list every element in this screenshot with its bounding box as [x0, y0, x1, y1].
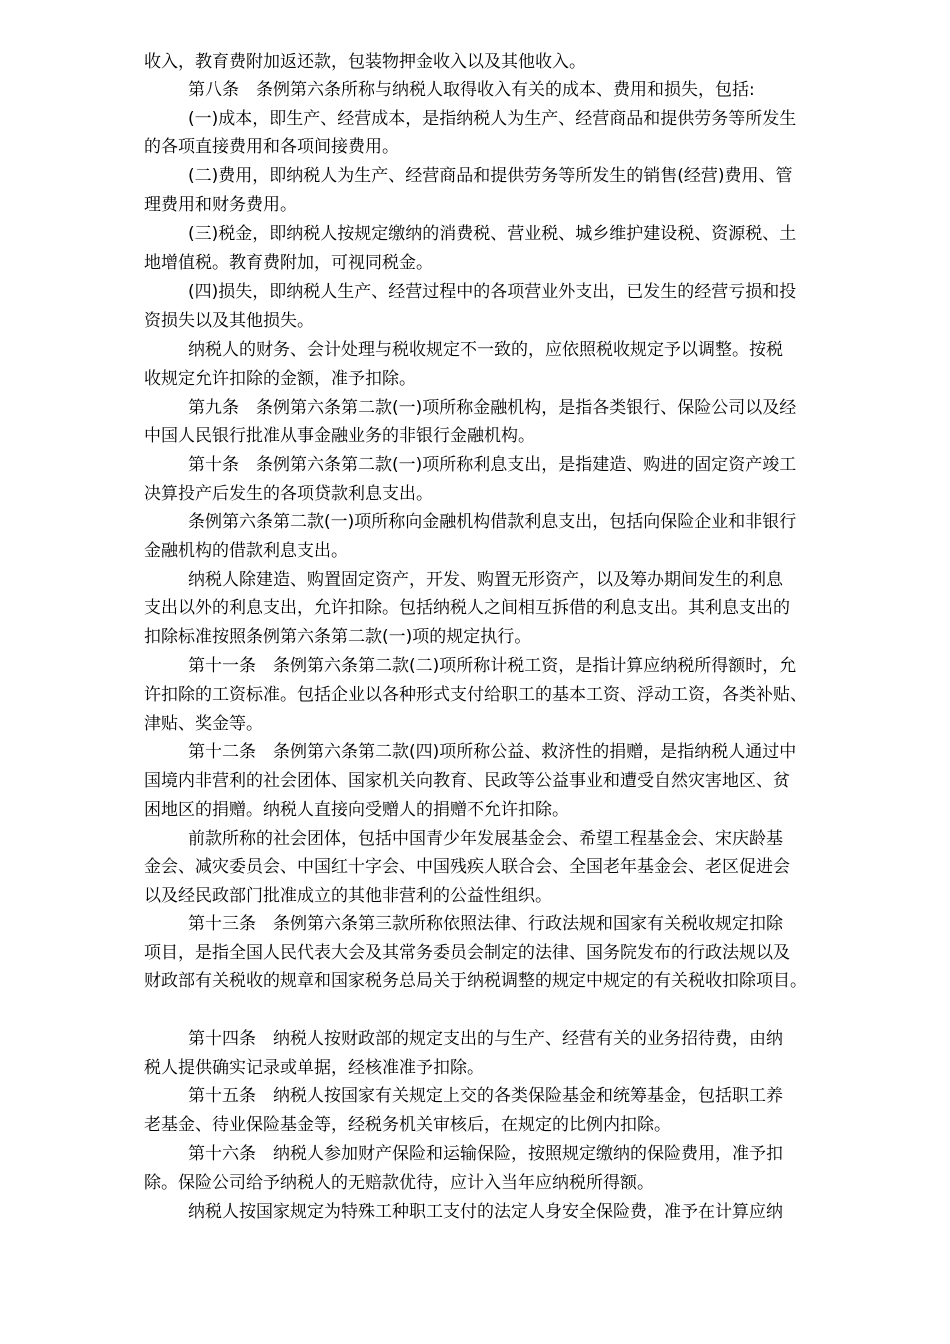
text-line: 除。保险公司给予纳税人的无赔款优待，应计入当年应纳税所得额。	[144, 1173, 654, 1193]
text-line: 纳税人的财务、会计处理与税收规定不一致的，应依照税收规定予以调整。按税	[188, 340, 783, 360]
text-line: 决算投产后发生的各项贷款利息支出。	[144, 484, 433, 504]
text-line: 纳税人按国家规定为特殊工种职工支付的法定人身安全保险费，准予在计算应纳	[188, 1202, 783, 1222]
text-line: 许扣除的工资标准。包括企业以各种形式支付给职工的基本工资、浮动工资，各类补贴、	[144, 685, 807, 705]
text-line: 收入，教育费附加返还款，包装物押金收入以及其他收入。	[144, 52, 586, 72]
text-line: 困地区的捐赠。纳税人直接向受赠人的捐赠不允许扣除。	[144, 800, 569, 820]
text-line: 项目，是指全国人民代表大会及其常务委员会制定的法律、国务院发布的行政法规以及	[144, 943, 790, 963]
text-line: 支出以外的利息支出，允许扣除。包括纳税人之间相互拆借的利息支出。其利息支出的	[144, 598, 790, 618]
text-line: 条例第六条第二款(一)项所称向金融机构借款利息支出，包括向保险企业和非银行	[188, 512, 797, 532]
text-line: 第十一条 条例第六条第二款(二)项所称计税工资，是指计算应纳税所得额时，允	[188, 656, 797, 676]
text-line: 第十五条 纳税人按国家有关规定上交的各类保险基金和统筹基金，包括职工养	[188, 1086, 783, 1106]
text-line: 津贴、奖金等。	[144, 714, 263, 734]
text-line: (四)损失，即纳税人生产、经营过程中的各项营业外支出，已发生的经营亏损和投	[188, 282, 797, 302]
text-line: (二)费用，即纳税人为生产、经营商品和提供劳务等所发生的销售(经营)费用、管	[188, 166, 793, 186]
text-line: 第十二条 条例第六条第二款(四)项所称公益、救济性的捐赠，是指纳税人通过中	[188, 742, 797, 762]
text-line: 第十条 条例第六条第二款(一)项所称利息支出，是指建造、购进的固定资产竣工	[188, 455, 797, 475]
text-line: 以及经民政部门批准成立的其他非营利的公益性组织。	[144, 886, 552, 906]
text-line: 理费用和财务费用。	[144, 195, 297, 215]
text-line: 第十四条 纳税人按财政部的规定支出的与生产、经营有关的业务招待费，由纳	[188, 1029, 783, 1049]
text-line: 金融机构的借款利息支出。	[144, 541, 348, 561]
text-line: 第十六条 纳税人参加财产保险和运输保险，按照规定缴纳的保险费用，准予扣	[188, 1144, 783, 1164]
text-line: 资损失以及其他损失。	[144, 311, 314, 331]
text-line: (三)税金，即纳税人按规定缴纳的消费税、营业税、城乡维护建设税、资源税、土	[188, 224, 797, 244]
text-line: 国境内非营利的社会团体、国家机关向教育、民政等公益事业和遭受自然灾害地区、贫	[144, 771, 790, 791]
text-line: 财政部有关税收的规章和国家税务总局关于纳税调整的规定中规定的有关税收扣除项目。	[144, 971, 807, 991]
text-line: 中国人民银行批准从事金融业务的非银行金融机构。	[144, 426, 535, 446]
text-line: 第九条 条例第六条第二款(一)项所称金融机构，是指各类银行、保险公司以及经	[188, 398, 797, 418]
text-line: 扣除标准按照条例第六条第二款(一)项的规定执行。	[144, 627, 532, 647]
text-line: 税人提供确实记录或单据，经核准准予扣除。	[144, 1058, 484, 1078]
text-line: 收规定允许扣除的金额，准予扣除。	[144, 369, 416, 389]
text-line: 地增值税。教育费附加，可视同税金。	[144, 253, 433, 273]
text-line: 的各项直接费用和各项间接费用。	[144, 137, 399, 157]
text-line: 纳税人除建造、购置固定资产，开发、购置无形资产，以及筹办期间发生的利息	[188, 570, 783, 590]
text-line: 前款所称的社会团体，包括中国青少年发展基金会、希望工程基金会、宋庆龄基	[188, 829, 783, 849]
text-line: (一)成本，即生产、经营成本，是指纳税人为生产、经营商品和提供劳务等所发生	[188, 109, 797, 129]
text-line: 第十三条 条例第六条第三款所称依照法律、行政法规和国家有关税收规定扣除	[188, 914, 783, 934]
text-line: 老基金、待业保险基金等，经税务机关审核后，在规定的比例内扣除。	[144, 1115, 671, 1135]
text-line: 金会、减灾委员会、中国红十字会、中国残疾人联合会、全国老年基金会、老区促进会	[144, 857, 790, 877]
text-line: 第八条 条例第六条所称与纳税人取得收入有关的成本、费用和损失，包括:	[188, 80, 755, 100]
